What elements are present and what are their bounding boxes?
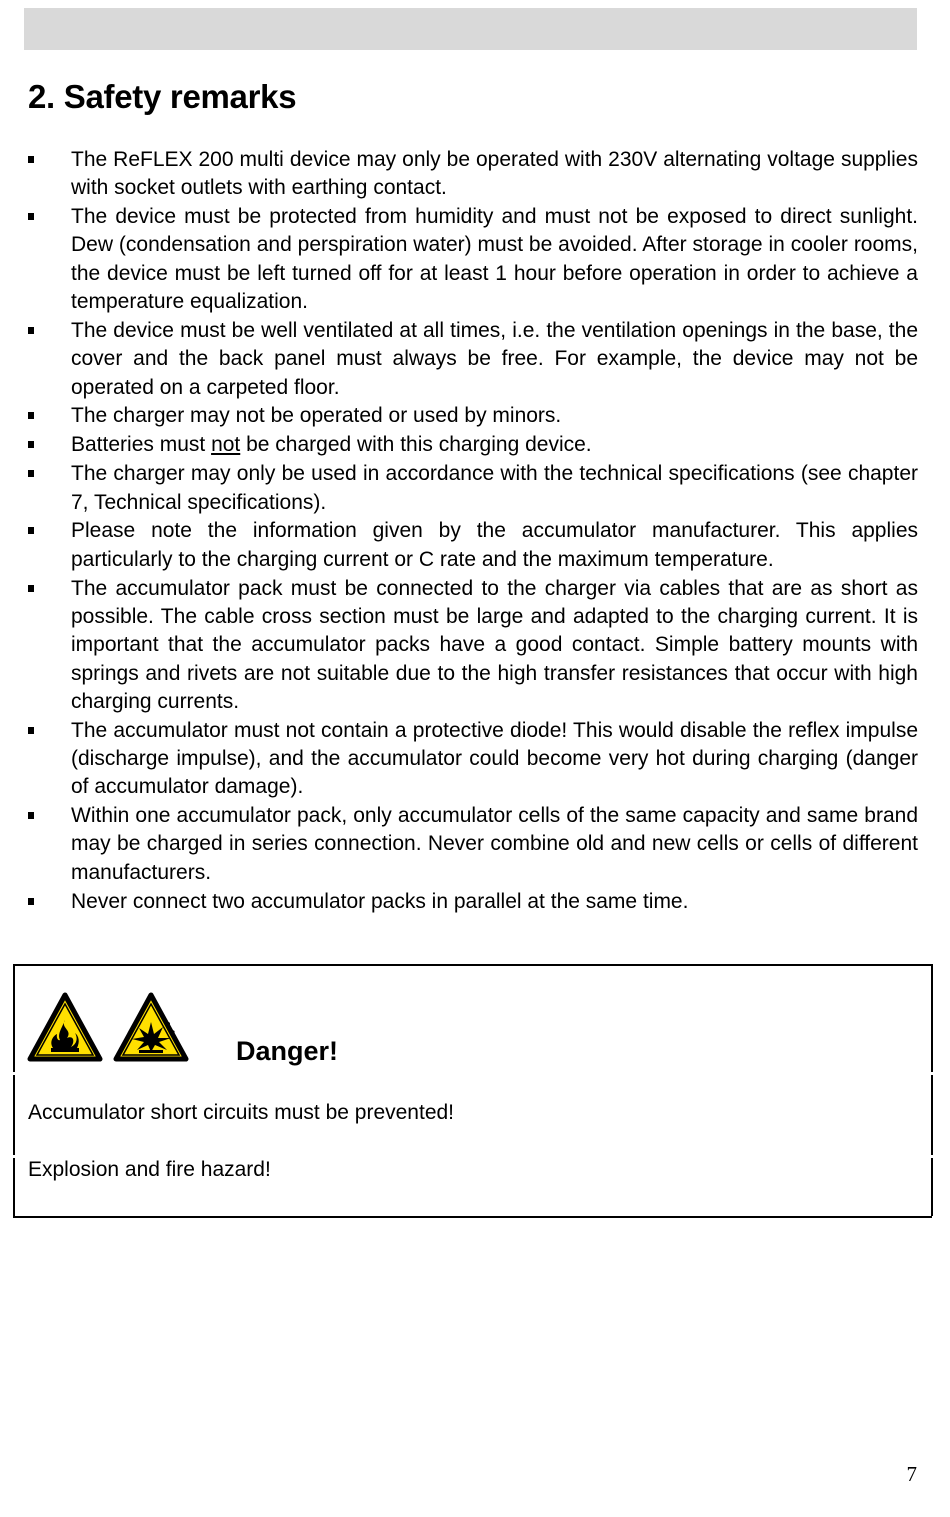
bullet-text: The charger may not be operated or used by minors. bbox=[71, 404, 562, 428]
danger-box-right-border-top bbox=[931, 964, 933, 1072]
bullet-text-after: be charged with this charging device. bbox=[240, 433, 592, 457]
flammable-warning-icon bbox=[27, 992, 103, 1062]
safety-bullet-list bbox=[28, 146, 918, 917]
bullet-text: The device must be protected from humidity and must not be exposed to direct sunlight. Dew (condensation and perspiration water) must be avoided. After storage in cooler rooms, the device must be left turned off for at least 1 hour before operation in order to achieve a temperature equalization. bbox=[71, 205, 918, 314]
bullet-marker bbox=[28, 213, 34, 220]
header-bar bbox=[24, 8, 917, 50]
bullet-marker bbox=[28, 527, 34, 534]
danger-box-left-border-top bbox=[13, 964, 15, 1072]
bullet-text: Please note the information given by the accumulator manufacturer. This applies particularly to the charging current or C rate and the maximum temperature. bbox=[71, 519, 918, 571]
bullet-marker bbox=[28, 441, 34, 448]
danger-box-left-border-bottom bbox=[13, 1158, 15, 1216]
bullet-marker bbox=[28, 156, 34, 163]
bullet-marker bbox=[28, 470, 34, 477]
danger-box-left-border-mid bbox=[13, 1075, 15, 1155]
list-item bbox=[28, 575, 918, 716]
list-item bbox=[28, 431, 918, 459]
bullet-text: The charger may only be used in accordance with the technical specifications (see chapter 7, Technical specifications). bbox=[71, 462, 918, 514]
list-item bbox=[28, 517, 918, 574]
page-number: 7 bbox=[906, 1462, 917, 1486]
section-title: 2. Safety remarks bbox=[28, 78, 297, 115]
bullet-text: The accumulator pack must be connected to the charger via cables that are as short as possible. The cable cross section must be large and adapted to the charging current. It is important that the accumulator packs have a good contact. Simple battery mounts with springs and rivets are not suitable due to the high transfer resistances that occur with high charging currents. bbox=[71, 576, 918, 713]
bullet-marker bbox=[28, 585, 34, 592]
danger-title: Danger! bbox=[236, 1036, 339, 1066]
bullet-text: Within one accumulator pack, only accumulator cells of the same capacity and same brand may be charged in series connection. Never combine old and new cells or cells of different manufacturers. bbox=[71, 804, 918, 884]
list-item bbox=[28, 203, 918, 316]
bullet-text-before: Batteries must bbox=[71, 433, 212, 457]
danger-box-right-border-mid bbox=[931, 1075, 933, 1155]
explosive-warning-icon bbox=[113, 992, 189, 1062]
bullet-marker bbox=[28, 898, 34, 905]
bullet-text: The device must be well ventilated at all times, i.e. the ventilation openings in the base, the cover and the back panel must always be free. For example, the device may not be operated on a carpeted floor. bbox=[71, 318, 918, 399]
list-item bbox=[28, 888, 918, 916]
list-item bbox=[28, 402, 918, 430]
danger-line-short-circuit: Accumulator short circuits must be prevented! bbox=[28, 1101, 455, 1124]
bullet-marker bbox=[28, 327, 34, 334]
bullet-marker bbox=[28, 812, 34, 819]
bullet-text: The accumulator must not contain a protective diode! This would disable the reflex impulse (discharge impulse), and the accumulator could become very hot during charging (danger of accumulator damage). bbox=[71, 718, 918, 799]
bullet-marker bbox=[28, 412, 34, 419]
list-item bbox=[28, 460, 918, 517]
underlined-not: not bbox=[211, 433, 241, 457]
danger-box-right-border-bottom bbox=[931, 1158, 933, 1216]
bullet-text: The ReFLEX 200 multi device may only be operated with 230V alternating voltage supplies with socket outlets with earthing contact. bbox=[71, 148, 918, 200]
list-item bbox=[28, 146, 918, 203]
list-item bbox=[28, 802, 918, 887]
list-item bbox=[28, 317, 918, 402]
list-item bbox=[28, 717, 918, 802]
bullet-text bbox=[71, 433, 592, 456]
danger-line-explosion: Explosion and fire hazard! bbox=[28, 1158, 271, 1181]
bullet-text: Never connect two accumulator packs in parallel at the same time. bbox=[71, 889, 689, 913]
bullet-marker bbox=[28, 727, 34, 734]
